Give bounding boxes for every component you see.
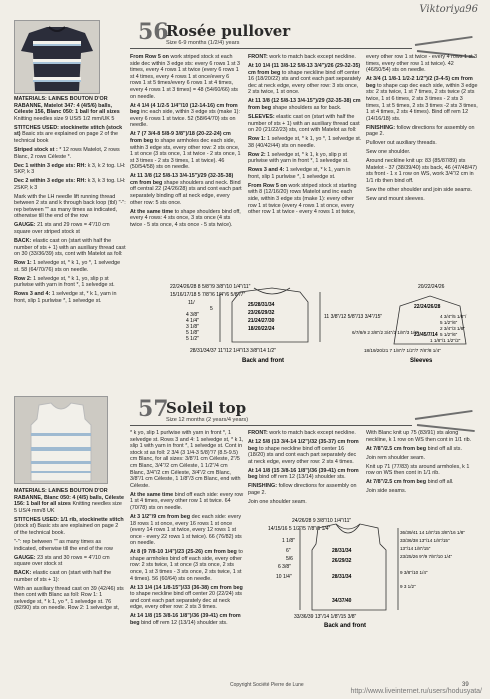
paragraph-text: 1 selvedge st, * k 1, yo *, 1 selvedge st. 58 (64/70/76) sts on needle. xyxy=(14,260,121,273)
back-shoulder-measure: 15/16/17/18 5 7/8"/6 1/4"/6 5/8"/7" xyxy=(170,292,246,298)
paragraph-heading: FINISHING: xyxy=(248,483,278,490)
paragraph xyxy=(366,446,478,453)
paragraph-heading: At 11 3/8 (12 5/8-13 3/4-15")/29 (32-35-38) cm from beg xyxy=(130,173,234,186)
brand-signature: Viktoriya96 xyxy=(419,4,478,15)
paragraph xyxy=(366,464,478,477)
paragraph xyxy=(248,439,362,465)
paragraph-heading: Row 2: xyxy=(14,275,32,282)
paragraph xyxy=(14,222,126,235)
top-left-1: 1 1/8" xyxy=(282,538,295,544)
paragraph-text: elastic cast on (start with half the number of sts + 1): xyxy=(14,570,112,583)
pattern-56-rule xyxy=(130,48,412,49)
paragraph-text: 1 selvedge st, * k 1, yo, slip p st purlwise with yarn in front *, 1 selvedge st. xyxy=(14,275,115,289)
top-right-1: 36/39/41 14 1/8"/15 3/8"/16 1/8" xyxy=(400,530,465,535)
top-center-1: 28/31/34 xyxy=(332,548,352,554)
pattern-56-front-column xyxy=(248,54,362,218)
sleeve-mid-2: 23/45/7/14 xyxy=(414,332,438,338)
paragraph-text: Knitting needles size 9 US/5 1/2 mm/UK 5 xyxy=(14,115,115,122)
paragraph-heading: FRONT: xyxy=(248,54,268,60)
back-center-3: 21/24/27/30 xyxy=(248,318,275,324)
paragraph xyxy=(14,178,126,191)
back-center-2: 23/26/29/32 xyxy=(248,310,275,316)
sleeve-side: 6/7/8/9 2 3/8"/2 3/4"/3 1/8"/3 1/2" xyxy=(352,330,419,335)
paragraph-heading: At 8 (9 7/8-10 1/4")/23 (25-26) cm from beg xyxy=(130,549,237,556)
top-bottom-measure: 33/36/39 13"/14 1/8"/15 3/8" xyxy=(294,614,357,620)
paragraph-text: bind off rem 12 (13/14) shoulder sts. xyxy=(141,619,228,626)
paragraph-text: With Blanc knit up 75 (83/91) sts along neckline, k 1 row on WS then cont in 1/1 rib. xyxy=(366,430,472,443)
paragraph-heading: At 4 1/4 (4 1/2-5 1/4"/10 (12-14-16) cm from beg xyxy=(130,102,238,116)
paragraph-heading: Row 1: xyxy=(248,136,266,143)
paragraph-text: Around neckline knit up: 83 (85/87/89) sts Matelot - 37 (38/39/40) sts back, 46 (47/48/47) sts front - 1 x 1 row on WS, work 3/4"/2 cm in 1/1 rib then bind off. xyxy=(366,158,477,185)
top-right-6: 9 3 1/2" xyxy=(400,584,416,589)
paragraph xyxy=(366,140,478,147)
paragraph-heading: Row 1: xyxy=(14,260,32,267)
paragraph-text: work striped stock st each side dec within 3 edge sts: every 6 rows 1 st 3 times, every 4 rows 1 st twice (every 6 rows 1 st 4 times, every 4 rows 1 st once/every 6 rows 1 st 5 times/every 6 rows 1 st 4 times, every 4 rows 1 st 3 times) = 48 (54/60/66) sts on needle. xyxy=(130,54,240,100)
top-right-5: 9 3/8"/10 1/4" xyxy=(400,570,428,575)
paragraph xyxy=(130,585,244,611)
back-right-measure: 11 3/8"/12 5/8"/13 3/4"/15" xyxy=(324,314,383,320)
paragraph-heading: FINISHING: xyxy=(366,124,396,131)
paragraph-text: 23 sts and 30 rows = 4"/10 cm square over stock st xyxy=(14,554,110,568)
top-left-5: 10 1/4" xyxy=(276,574,292,580)
paragraph xyxy=(14,125,126,145)
pattern-56-subtitle: Size 6-9 months (1/2/4) years xyxy=(166,40,240,46)
paragraph xyxy=(248,63,362,96)
paragraph-heading: BACK: xyxy=(14,570,32,577)
paragraph-text: follow directions for assembly on page 2. xyxy=(248,483,357,496)
sleeve-right-4: 5 1/2"/6" xyxy=(440,332,458,337)
paragraph-heading: Rows 3 and 4: xyxy=(14,291,51,298)
paragraph-heading: At 7/8"/2.5 cm from beg xyxy=(366,479,427,486)
watermark-url: http://www.liveinternet.ru/users/hodusyata/ xyxy=(350,688,482,695)
paragraph-heading: BACK: xyxy=(14,238,32,245)
pullover-photo xyxy=(14,20,100,94)
paragraph xyxy=(130,103,242,129)
paragraph-text: "-": rep between "" as many times as indicated, otherwise till the end of the row xyxy=(14,538,113,552)
sleeve-right-5: 1 1/8"/1 1/2"/2" xyxy=(430,338,461,343)
paragraph xyxy=(14,260,126,273)
paragraph-text: to shape armholes dec each side, within 3 edge sts, every other row: 2 sts once, 1 st once (3 sts once, 1 st twice - 2 sts once, 1 st 3 times - 2 sts 3 times, 1 st twice). 46 (50/54/58) sts on needle. xyxy=(130,137,241,171)
paragraph xyxy=(130,173,242,206)
pattern-56-body-column xyxy=(130,54,242,231)
pattern-57-title: Soleil top xyxy=(166,399,247,417)
paragraph-heading: From Row 5 on xyxy=(130,54,169,60)
paragraph xyxy=(366,76,478,122)
pattern-57-front-column xyxy=(248,430,362,508)
paragraph-text: * 12 rows Matelot, 2 rows Blanc, 2 rows Céleste *. xyxy=(14,146,120,160)
paragraph xyxy=(130,209,242,229)
sleeve-top: 20/22/24/26 xyxy=(418,284,445,290)
paragraph xyxy=(130,131,242,171)
paragraph xyxy=(248,114,362,134)
back-front-label: Back and front xyxy=(242,358,285,364)
paragraph-heading: At 7 (7 3/4-8 5/8-9 3/8")/18 (20-22-24) cm from beg xyxy=(130,131,231,144)
paragraph xyxy=(366,196,478,203)
paragraph-text: Sew the other shoulder and join side seams. xyxy=(366,187,473,194)
top-illustration xyxy=(15,397,107,483)
paragraph-text: * k yo, slip 1 purlwise with yarn in front *, 1 selvedge st. Rows 3 and 4: 1 selvedge st, * k 1, slip 1 with yarn in front *, 1 selvedge st. Cont in stock st as foll: 2 3/4 (3 1/4-3 5/8)"/7 (8.5-9.5) cm Blanc, for all sizes: 3/8"/1 cm Céleste, 2"/5 cm Blanc, 3/4"/2 cm Céleste, 1 1/2"/4 cm Blanc, 3/4"/2 cm Céleste, 3/4"/2 cm Blanc, 3/8"/1 cm Céleste, 1 1/8"/3 cm Blanc, end with Céleste. xyxy=(130,430,244,489)
paragraph xyxy=(14,147,126,160)
top-right-2: 33/36/38 13"/14 1/8"/15" xyxy=(400,538,450,543)
paragraph-text: Knitting needles size 5 US/4 mm/8 UK xyxy=(14,501,122,514)
paragraph-text: k 3, k 3 tog. LH: 2SKP, k 3 xyxy=(14,178,126,191)
paragraph xyxy=(366,479,478,486)
paragraph-text: to shape cap dec each side, within 3 edge sts: 2 sts twice, 1 st 7 times, 2 sts twice (2 sts twice, 1 st 6 times, 2 sts 3 times - 2 sts 3 times, 1 st 5 times, 2 sts 3 times -2 sts 3 times, 1 st 4 times, 2 sts 4 times). Bind off rem 12 (14/16/18) sts. xyxy=(366,82,478,122)
paragraph xyxy=(130,430,244,489)
paragraph-heading: FRONT: xyxy=(248,430,268,436)
paragraph xyxy=(14,276,126,289)
pattern-57-schematic xyxy=(248,516,480,628)
top-photo xyxy=(14,396,108,484)
paragraph xyxy=(248,483,362,496)
paragraph-heading: At 14 1/8 (15 3/8-16 1/8")/36 (39-41) cm from beg xyxy=(248,467,359,481)
paragraph xyxy=(14,539,124,552)
sleeves-label: Sleeves xyxy=(410,358,433,364)
paragraph-text: (stock st) Basic sts are explained on page 2 of the technical book. xyxy=(14,523,119,536)
paragraph-heading: At the same time xyxy=(130,491,174,498)
paragraph xyxy=(248,54,362,61)
paragraph-text: bind off each side: every row 1 st 4 times, every other row 1 st twice. 64 (70/78) sts on needle. xyxy=(130,491,244,511)
top-left-2: 6" xyxy=(286,548,291,554)
paragraph xyxy=(14,194,126,220)
paragraph xyxy=(248,499,362,506)
paragraph xyxy=(130,549,244,582)
paragraph xyxy=(366,430,478,443)
paragraph-text: k 3, k 2 tog. LH: SKP, k 3 xyxy=(14,162,126,176)
paragraph-heading: At 10 1/4 (11 3/8-12 5/8-13 3/4")/26 (29-32-35) cm from beg xyxy=(248,62,361,76)
pattern-56-finishing-column xyxy=(366,54,478,205)
paragraph xyxy=(14,517,124,537)
paragraph-text: to shape neckline bind off center 16 (18/20/22) sts and cont each part separately dec at neck edge, every other row: 3 sts once, 2 sts twice, 1 st once. xyxy=(248,69,361,96)
paragraph xyxy=(248,136,362,149)
top-center-3: 28/31/34 xyxy=(332,574,352,580)
paragraph xyxy=(130,492,244,512)
paragraph-text: bind off all sts. xyxy=(427,445,462,452)
knitting-needles-icon-2 xyxy=(415,412,475,432)
paragraph-heading: STITCHES USED: 1/1 rib, stockinette stitch xyxy=(14,516,124,523)
paragraph-heading: At 11 3/8 (12 5/8-13 3/4-15")/29 (32-35-38) cm from beg xyxy=(248,98,361,111)
paragraph xyxy=(366,149,478,156)
pattern-57-number: 57 xyxy=(138,396,169,422)
paragraph xyxy=(248,430,362,437)
paragraph xyxy=(248,98,362,111)
paragraph-text: elastic cast on (start with half the number of sts + 1) with an auxiliary thread cast on 20 (21/22/23) sts, cont with Matelot as foll: xyxy=(248,113,360,134)
paragraph-heading: From Row 5 on xyxy=(248,182,287,189)
paragraph-text: 1 selvedge st, * k 1, yarn in front, slip 1 purlwise *, 1 selvedge st. xyxy=(14,291,117,304)
paragraph xyxy=(14,291,126,304)
copyright-footer: Copyright Société Pierre de Lune xyxy=(230,682,304,688)
back-left-5: 3 1/8" xyxy=(186,324,199,330)
paragraph-text: to shape armholes bind off each side, every other row: 2 sts twice, 1 st once (3 sts once, 2 sts once, 1 st 3 times - 3 sts once, 2 sts twice, 1 st 4 times). 56 (60/64) sts on needle. xyxy=(130,549,243,582)
pattern-56-materials-column xyxy=(14,96,126,307)
paragraph-text: to shape shoulders bind off, every 4 rows: 4 sts once, 3 sts once (4 sts twice - 5 sts once, 4 sts once - 5 sts twice). xyxy=(130,208,241,228)
paragraph-text: to shape neckline bind off center 16 (18/20) sts and cont each part separately dec at neck edge, every other row: 2 sts 4 times. xyxy=(248,445,357,465)
top-right-3: 13"/14 1/8"/15" xyxy=(400,546,431,551)
pattern-57-finishing-column xyxy=(366,430,478,497)
paragraph-heading: At 13 1/4 (14 1/8-15")/33 (36-38) cm from beg xyxy=(130,584,243,591)
paragraph-heading: At 3/4 (1 1/8-1 1/2-2 1/2")/2 (3-4-5) cm from beg xyxy=(366,76,473,89)
back-bottom-measure: 28/31/34/37 11"/12 1/4"/13 3/8"/14 1/2" xyxy=(190,348,276,354)
paragraph xyxy=(248,152,362,165)
pattern-57-rule xyxy=(130,425,412,426)
back-center-1: 25/28/31/34 xyxy=(248,302,275,308)
back-left-7: 5 1/2" xyxy=(186,336,199,342)
top-shoulder-measure: 14/15/16 5 1/2"/5 7/8"/6 1/4" xyxy=(268,526,331,532)
paragraph-text: inc each side, within 3 edge sts (make 1): every 6 rows 1 st twice. 52 (58/64/70) sts on needle. xyxy=(130,109,240,129)
paragraph xyxy=(248,167,362,180)
pullover-illustration xyxy=(15,21,99,93)
paragraph-heading: Row 2: xyxy=(248,151,266,158)
top-center-4: 34/37/40 xyxy=(332,598,352,604)
paragraph-text: Basic sts are explained on page 2 of the technical book xyxy=(14,131,118,144)
paragraph-text: follow directions for assembly on page 2. xyxy=(366,124,475,138)
sleeve-right-2: 5 1/2"/6" xyxy=(440,320,458,325)
paragraph-heading: Striped stock st : xyxy=(14,146,58,153)
back-center-4: 18/20/22/24 xyxy=(248,326,275,332)
top-right-4: 23/25/26 9"/9 7/8"/10 1/4" xyxy=(400,554,453,559)
paragraph xyxy=(366,54,478,74)
paragraph-text: 1 selvedge st, * k 1, yo *, 1 selvedge st. 38 (40/42/44) sts on needle. xyxy=(248,136,362,149)
paragraph xyxy=(366,158,478,184)
paragraph-heading: At 14 1/8 (15 3/8-16 1/8")/36 (39-41) cm from beg xyxy=(130,613,241,626)
paragraph-text: Knit up 71 (77/83) sts around armholes, k 1 row on WS then cont in 1/1 rib. xyxy=(366,463,470,477)
paragraph xyxy=(366,187,478,194)
paragraph-heading: STITCHES USED: stockinette stitch (stock st) xyxy=(14,124,123,138)
top-left-4: 6 3/8" xyxy=(278,564,291,570)
paragraph xyxy=(366,455,478,462)
paragraph-text: Join side seams. xyxy=(366,488,407,495)
back-left-2: 5 xyxy=(210,306,213,312)
paragraph-text: Join rem shoulder seam. xyxy=(366,454,426,461)
back-left-4: 4 1/4" xyxy=(186,318,199,324)
paragraph-text: dec each side: every 18 rows 1 st once, every 16 rows 1 st once (every 14 rows 1 st twice, every 12 rows 1 st once - every 22 rows 1 st twice). 66 (76/82) sts on needle. xyxy=(130,513,242,547)
paragraph xyxy=(130,514,244,547)
paragraph xyxy=(248,468,362,481)
sleeve-mid-1: 22/24/26/28 xyxy=(414,304,441,310)
paragraph-heading: At 7/8"/2.5 cm from beg xyxy=(366,445,427,452)
back-left-1: 11/ xyxy=(188,300,195,306)
pattern-56-title: Rosée pullover xyxy=(166,22,291,40)
paragraph xyxy=(366,125,478,138)
paragraph xyxy=(14,570,124,583)
paragraph xyxy=(130,54,242,100)
paragraph-heading: MATERIALS: LAINES BOUTON D'OR RABANNE, Matelot 347: 4 (4/5/6) balls, Céleste 156, Blanc 050: 1 ball for all sizes xyxy=(14,96,120,116)
paragraph xyxy=(14,163,126,176)
paragraph xyxy=(366,488,478,495)
paragraph-text: work striped stock st starting with 8 (12/16/20) rows Matelot and inc each side, within 3 edge sts (make 1): every other row 1 st twice (every 4 rows 1 st once, every other row 1 st twice - every 4 rows 1 st twice, xyxy=(248,182,357,216)
paragraph-heading: SLEEVES: xyxy=(248,113,275,120)
sleeve-right-3: 2 3/4"/3 1/8" xyxy=(440,326,465,331)
paragraph xyxy=(14,488,124,514)
paragraph-heading: Rows 3 and 4: xyxy=(248,167,285,174)
paragraph xyxy=(248,183,362,216)
paragraph-text: bind off all. xyxy=(427,479,454,486)
paragraph-text: bind off rem 12 (13/14) shoulder sts. xyxy=(259,474,346,481)
pattern-57-materials-column xyxy=(14,488,124,614)
paragraph-text: elastic cast on (start with half the number of sts + 1) with an auxiliary thread cast on 30 (33/36/39) sts, cont with Matelot as foll: xyxy=(14,238,126,258)
sleeve-right-1: 4 3/4"/5 1/8"/ xyxy=(440,314,467,319)
paragraph xyxy=(14,96,126,122)
paragraph-heading: At 12 5/8 (13 3/4-14 1/2")/32 (35-37) cm from beg xyxy=(248,438,359,452)
back-top-measure: 22/24/26/28 8 5/8"/9 3/8"/10 1/4"/11" xyxy=(170,284,251,290)
top-left-3: 5/6 xyxy=(286,556,293,562)
paragraph-heading: GAUGE: xyxy=(14,222,36,229)
paragraph-text: shape shoulders as for back. xyxy=(272,104,342,111)
paragraph-heading: Dec 2 within 3 edge sts: RH: xyxy=(14,178,87,185)
back-left-3: 4 3/8" xyxy=(186,312,199,318)
top-back-front-label: Back and front xyxy=(324,623,367,628)
paragraph-text: 1 selvedge st, * k 1, yarn in front, slip 1 purlwise *, 1 selvedge st. xyxy=(248,167,351,180)
paragraph-text: to shape neckline bind off center 20 (22/24) sts and cont each part separately dec at neck edge, every other row: 2 sts 3 times. xyxy=(130,591,242,611)
paragraph-heading: Dec 1 within 3 edge sts: RH: xyxy=(14,162,87,169)
paragraph-text: work to match back except neckline. xyxy=(269,54,356,60)
paragraph-text: With an auxiliary thread cast on 39 (42/46) sts then cont with Blanc as foll: Row 1: 1 selvedge st, * k 1, yo *, 1 selvedge st. 76 (82/90) sts on needle. Row 2: 1 selvedge st, xyxy=(14,585,124,612)
paragraph-text: Sew and mount sleeves. xyxy=(366,196,425,203)
paragraph xyxy=(130,613,244,626)
paragraph-text: every other row 1 st twice - every 4 rows 1 st 3 times, every other row 1 st twice). 42 (46/50/54) sts on needle. xyxy=(366,54,478,74)
paragraph-text: Join one shoulder seam. xyxy=(248,498,307,505)
pattern-56-schematic xyxy=(130,282,480,374)
paragraph-heading: MATERIALS: LAINES BOUTON D'OR RABANNE, Blanc 050: 4 (4/5) balls, Céleste 156: 1 ball for all sizes xyxy=(14,488,124,508)
paragraph-heading: At the same time xyxy=(130,208,174,215)
pattern-57-subtitle: Size 12 months (2 years/4 years) xyxy=(166,417,249,423)
paragraph xyxy=(14,586,124,612)
paragraph-text: 21 sts and 29 rows = 4"/10 cm square over striped stock st xyxy=(14,222,110,236)
paragraph-heading: GAUGE: xyxy=(14,554,36,561)
paragraph-text: 1 selvedge st, * k 1, k yo, slip p st purlwise with yarn in front *, 1 selvedge st. xyxy=(248,151,349,165)
back-left-6: 5 1/8" xyxy=(186,330,199,336)
paragraph xyxy=(14,555,124,568)
paragraph-heading: At 3 1/2"/9 cm from beg xyxy=(130,513,191,520)
page-number: 39 xyxy=(462,682,469,688)
sleeve-bottom: 18/19/20/21 7 1/8"/7 1/2"/7 7/8"/8 1/4" xyxy=(364,348,441,353)
paragraph-text: work to match back except neckline. xyxy=(269,430,356,436)
paragraph-text: Sew one shoulder. xyxy=(366,149,411,156)
pattern-57-body-column xyxy=(130,430,244,629)
pattern-56-number: 56 xyxy=(138,19,169,45)
paragraph-text: shape shoulders and neck. Bind off central 22 (24/26/28) sts and cont each part separately binding off at neck edge, every other row: 5 sts once. xyxy=(130,179,242,206)
paragraph-text: Mark with the LH needle lift running thread between 2 sts and k through back loop (tbl) "-": rep between "" as many times as indicated, otherwise till the end of the row xyxy=(14,193,126,220)
top-center-2: 26/29/32 xyxy=(332,558,352,564)
paragraph xyxy=(14,238,126,258)
paragraph-text: Pullover out auxiliary threads. xyxy=(366,140,437,147)
top-top-measure: 24/26/28 9 3/8"/10 1/4"/11" xyxy=(292,518,352,524)
